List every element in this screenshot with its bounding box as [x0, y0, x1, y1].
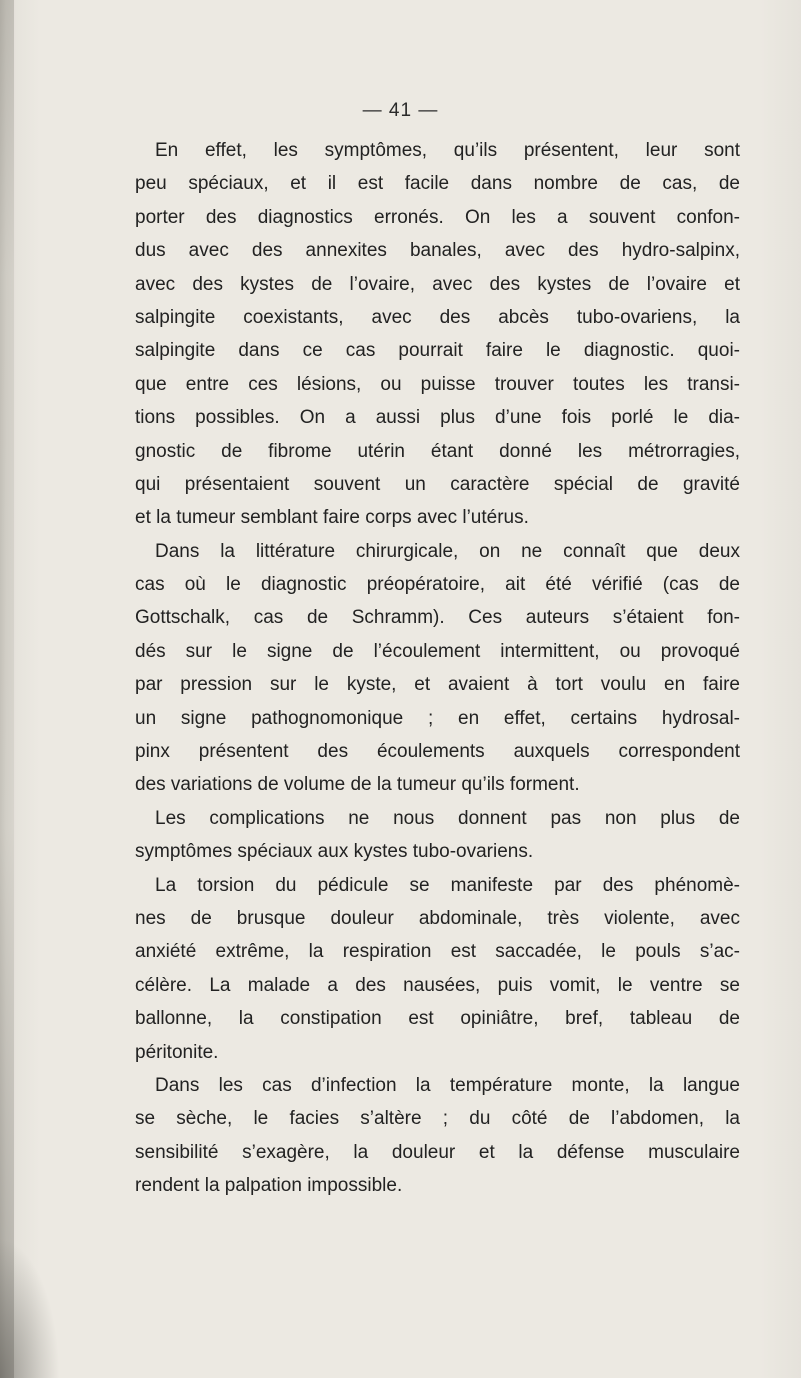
text-line: rendent la palpation impossible.	[135, 1175, 403, 1197]
text-line: pinx présentent des écoulements auxquels correspondent	[135, 741, 740, 763]
text-line: avec des kystes de l’ovaire, avec des kystes de l’ovaire et	[135, 273, 740, 295]
text-line: salpingite coexistants, avec des abcès tubo-ovariens, la	[135, 306, 740, 328]
text-line: des variations de volume de la tumeur qu’ils forment.	[135, 774, 580, 796]
text-line: tions possibles. On a aussi plus d’une fois porlé le dia-	[135, 407, 740, 429]
text-line: et la tumeur semblant faire corps avec l’utérus.	[135, 507, 529, 529]
text-line: Gottschalk, cas de Schramm). Ces auteurs s’étaient fon-	[135, 607, 740, 629]
text-line: anxiété extrême, la respiration est saccadée, le pouls s’ac-	[135, 941, 740, 963]
text-line: célère. La malade a des nausées, puis vomit, le ventre se	[135, 974, 740, 996]
text-line: symptômes spéciaux aux kystes tubo-ovariens.	[135, 841, 534, 863]
text-line: La torsion du pédicule se manifeste par des phénomè-	[155, 874, 740, 896]
text-line: dus avec des annexites banales, avec des hydro-salpinx,	[135, 240, 740, 262]
page-number: — 41 —	[362, 100, 439, 121]
text-line: gnostic de fibrome utérin étant donné les métrorragies,	[135, 440, 740, 462]
text-line: nes de brusque douleur abdominale, très violente, avec	[135, 907, 740, 929]
text-line: par pression sur le kyste, et avaient à tort voulu en faire	[135, 674, 740, 696]
text-line: ballonne, la constipation est opiniâtre, bref, tableau de	[135, 1008, 740, 1030]
text-line: que entre ces lésions, ou puisse trouver toutes les transi-	[135, 373, 740, 395]
text-line: peu spéciaux, et il est facile dans nombre de cas, de	[135, 173, 740, 195]
text-line: dés sur le signe de l’écoulement intermittent, ou provoqué	[135, 640, 740, 662]
text-line: porter des diagnostics erronés. On les a souvent confon-	[135, 206, 740, 228]
text-line: cas où le diagnostic préopératoire, ait été vérifié (cas de	[135, 574, 740, 596]
text-line: Dans la littérature chirurgicale, on ne connaît que deux	[155, 540, 740, 562]
page-corner-shadow	[0, 1238, 60, 1378]
text-line: péritonite.	[135, 1041, 219, 1063]
text-line: Les complications ne nous donnent pas non plus de	[155, 807, 740, 829]
text-line: se sèche, le facies s’altère ; du côté de l’abdomen, la	[135, 1108, 740, 1130]
page-edge-shadow	[0, 0, 14, 1378]
text-line: Dans les cas d’infection la température monte, la langue	[155, 1074, 740, 1096]
text-line: salpingite dans ce cas pourrait faire le diagnostic. quoi-	[135, 340, 740, 362]
text-line: un signe pathognomonique ; en effet, certains hydrosal-	[135, 707, 740, 729]
text-line: qui présentaient souvent un caractère spécial de gravité	[135, 473, 740, 495]
text-line: En effet, les symptômes, qu’ils présentent, leur sont	[155, 140, 740, 161]
body-text	[135, 134, 740, 1203]
text-line: sensibilité s’exagère, la douleur et la défense musculaire	[135, 1141, 740, 1163]
